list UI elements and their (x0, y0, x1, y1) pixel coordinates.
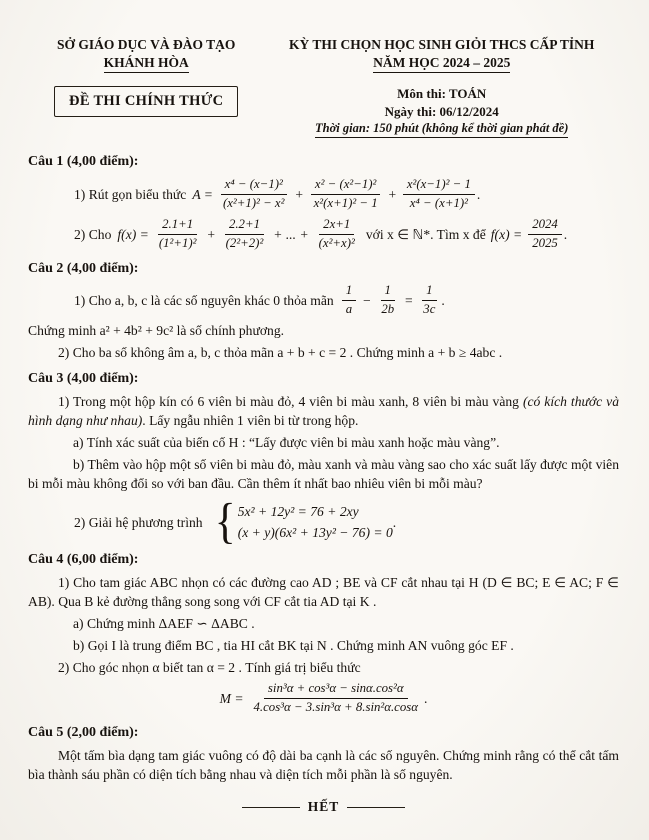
fraction-M-numerator: sin³α + cos³α − sinα.cos²α (264, 681, 408, 699)
fraction-A3-numerator: x²(x−1)² − 1 (403, 177, 475, 195)
question-2-heading: Câu 2 (4,00 điểm): (28, 260, 139, 276)
fraction-A1-numerator: x⁴ − (x−1)² (221, 177, 287, 195)
left-brace: { (214, 494, 236, 550)
plus-operator: + (294, 186, 304, 202)
fraction-f2-denominator: (2²+2)² (225, 235, 264, 250)
q3-part1b-text: b) Thêm vào hộp một số viên bi màu đỏ, màu xanh và màu vàng sao cho xác suất lấy được một viên bi mỗi màu không đổi so với ban đầu. Cần thêm ít nhất bao nhiêu viên bi mỗi màu? (28, 457, 619, 492)
q1-part2-condition: với x ∈ ℕ*. Tìm x để (365, 226, 486, 242)
q2-part2-text: 2) Cho ba số không âm a, b, c thỏa mãn a + b + c = 2 . Chứng minh a + b ≥ 4abc . (58, 345, 503, 361)
header-right-column (264, 36, 619, 138)
end-dash-right (347, 807, 405, 808)
q1-part1-label: 1) Rút gọn biểu thức (74, 186, 187, 202)
q3-part1a-text: a) Tính xác suất của biến cố H : “Lấy được viên bi màu xanh hoặc màu vàng”. (73, 435, 500, 450)
question-1-heading: Câu 1 (4,00 điểm): (28, 154, 139, 170)
fraction-3c-numerator: 1 (422, 283, 436, 301)
header-left-column (28, 36, 264, 117)
fraction-f3 (315, 217, 359, 252)
formula-M-lhs: M = (219, 690, 244, 706)
board-province: KHÁNH HÒA (104, 54, 189, 74)
fraction-target-value (528, 217, 562, 252)
fraction-f3-numerator: 2x+1 (319, 217, 354, 235)
equals-operator: = (404, 293, 414, 309)
fraction-3c-denominator: 3c (423, 302, 436, 317)
fraction-1a-denominator: a (345, 302, 353, 317)
question-3-part-2-row (28, 494, 619, 550)
exam-title-line1: KỲ THI CHỌN HỌC SINH GIỎI THCS CẤP TỈNH (289, 37, 595, 52)
formula-f-lhs-2: f(x) = (490, 226, 523, 242)
q4-part1-text: 1) Cho tam giác ABC nhọn có các đường cao AD ; BE và CF cắt nhau tại H (D ∈ BC; E ∈ AC; F ∈ AB). Qua B kẻ đường thẳng song song với CF cắt tia AD tại K . (28, 574, 619, 609)
question-1-part-1-formula-row (28, 177, 619, 212)
system-equations (238, 501, 393, 543)
fraction-target-denominator: 2025 (532, 235, 558, 250)
fraction-A1-denominator: (x²+1)² − x² (222, 195, 285, 210)
formula-f-lhs: f(x) = (117, 226, 149, 242)
school-year: NĂM HỌC 2024 – 2025 (373, 54, 510, 74)
subject-line: Môn thi: TOÁN (397, 86, 487, 102)
fraction-A2 (310, 177, 382, 212)
exam-date-line: Ngày thi: 06/12/2024 (384, 103, 499, 119)
period: . (423, 690, 428, 706)
exam-duration-text: Thời gian: 150 phút (không kể thời gian phát đề) (315, 121, 568, 138)
plus-operator: + (387, 186, 397, 202)
exam-title-line2 (264, 54, 619, 74)
fraction-M (250, 681, 422, 716)
fraction-2b-numerator: 1 (381, 283, 395, 301)
fraction-A2-denominator: x²(x+1)² − 1 (313, 195, 378, 210)
q1-part2-label: 2) Cho (74, 226, 112, 242)
official-exam-box: ĐỀ THI CHÍNH THỨC (54, 86, 238, 117)
official-exam-box-wrap (28, 73, 264, 117)
question-3-heading: Câu 3 (4,00 điểm): (28, 371, 139, 387)
fraction-A3 (403, 177, 475, 212)
exam-body (28, 152, 619, 816)
fraction-1-over-2b (377, 283, 398, 318)
period: . (392, 514, 397, 530)
q4-part2-text: 2) Cho góc nhọn α biết tan α = 2 . Tính giá trị biểu thức (58, 659, 361, 675)
period: . (441, 293, 445, 309)
q3-part1-note-italic: (có kích thước và hình dạng như nhau) (28, 393, 620, 428)
fraction-A1 (219, 177, 288, 212)
question-4-heading: Câu 4 (6,00 điểm): (28, 552, 139, 568)
fraction-f2-numerator: 2.2+1 (225, 217, 264, 235)
q3-part2-label: 2) Giải hệ phương trình (74, 514, 203, 530)
period: . (563, 226, 568, 242)
end-dash-left (242, 807, 300, 808)
q3-part1-post: . Lấy ngẫu nhiên 1 viên bi từ trong hộp. (142, 412, 359, 428)
plus-operator: + (206, 226, 216, 242)
fraction-f3-denominator: (x²+x)² (318, 235, 355, 250)
end-label: HẾT (307, 798, 340, 814)
fraction-2b-denominator: 2b (381, 302, 395, 317)
q3-part1-pre: 1) Trong một hộp kín có 6 viên bi màu đỏ, 4 viên bi màu xanh, 8 viên bi màu vàng (58, 393, 523, 409)
formula-M-row (28, 681, 619, 716)
question-5-heading: Câu 5 (2,00 điểm): (28, 724, 139, 740)
q2-part1-text: 1) Cho a, b, c là các số nguyên khác 0 thỏa mãn (74, 293, 334, 309)
fraction-target-numerator: 2024 (528, 217, 562, 235)
minus-operator: − (362, 293, 372, 309)
system-equation-1: 5x² + 12y² = 76 + 2xy (237, 504, 359, 520)
q4-part1b-text: b) Gọi I là trung điểm BC , tia HI cắt BK tại N . Chứng minh AN vuông góc EF . (73, 637, 514, 653)
board-name-line2 (28, 54, 264, 74)
fraction-f1-numerator: 2.1+1 (158, 217, 197, 235)
formula-A-lhs: A = (192, 186, 213, 202)
fraction-f1-denominator: (1²+1)² (158, 235, 197, 250)
question-2-part-1-row (28, 283, 619, 318)
q2-part1-conclusion: Chứng minh a² + 4b² + 9c² là số chính phương. (28, 323, 285, 339)
fraction-f2 (222, 217, 268, 252)
equation-system (214, 494, 393, 550)
fraction-1-over-3c (419, 283, 439, 318)
end-of-exam-row (28, 798, 619, 817)
fraction-A3-denominator: x⁴ − (x+1)² (409, 195, 468, 210)
q5-text: Một tấm bìa dạng tam giác vuông có độ dài ba cạnh là các số nguyên. Chứng minh rằng có thể cắt tấm bìa thành sáu phần có diện tích bằng nhau và diện tích mỗi phần là số nguyên. (28, 747, 619, 782)
fraction-M-denominator: 4.cos³α − 3.sin³α + 8.sin²α.cosα (253, 699, 418, 714)
q4-part1a-text: a) Chứng minh ΔAEF ∽ ΔABC . (73, 615, 255, 631)
exam-duration-line (264, 121, 619, 138)
q3-part1-text (28, 392, 619, 430)
exam-header (28, 36, 619, 138)
fraction-1-over-a (342, 283, 356, 318)
fraction-A2-numerator: x² − (x²−1)² (311, 177, 380, 195)
question-1-part-2-formula-row (28, 217, 619, 252)
system-equation-2: (x + y)(6x² + 13y² − 76) = 0 (237, 525, 393, 541)
period: . (476, 186, 481, 202)
fraction-1a-numerator: 1 (342, 283, 356, 301)
board-name-line1: SỞ GIÁO DỤC VÀ ĐÀO TẠO (57, 37, 236, 52)
fraction-f1 (155, 217, 201, 252)
ellipsis-operator: + ... + (273, 226, 309, 242)
